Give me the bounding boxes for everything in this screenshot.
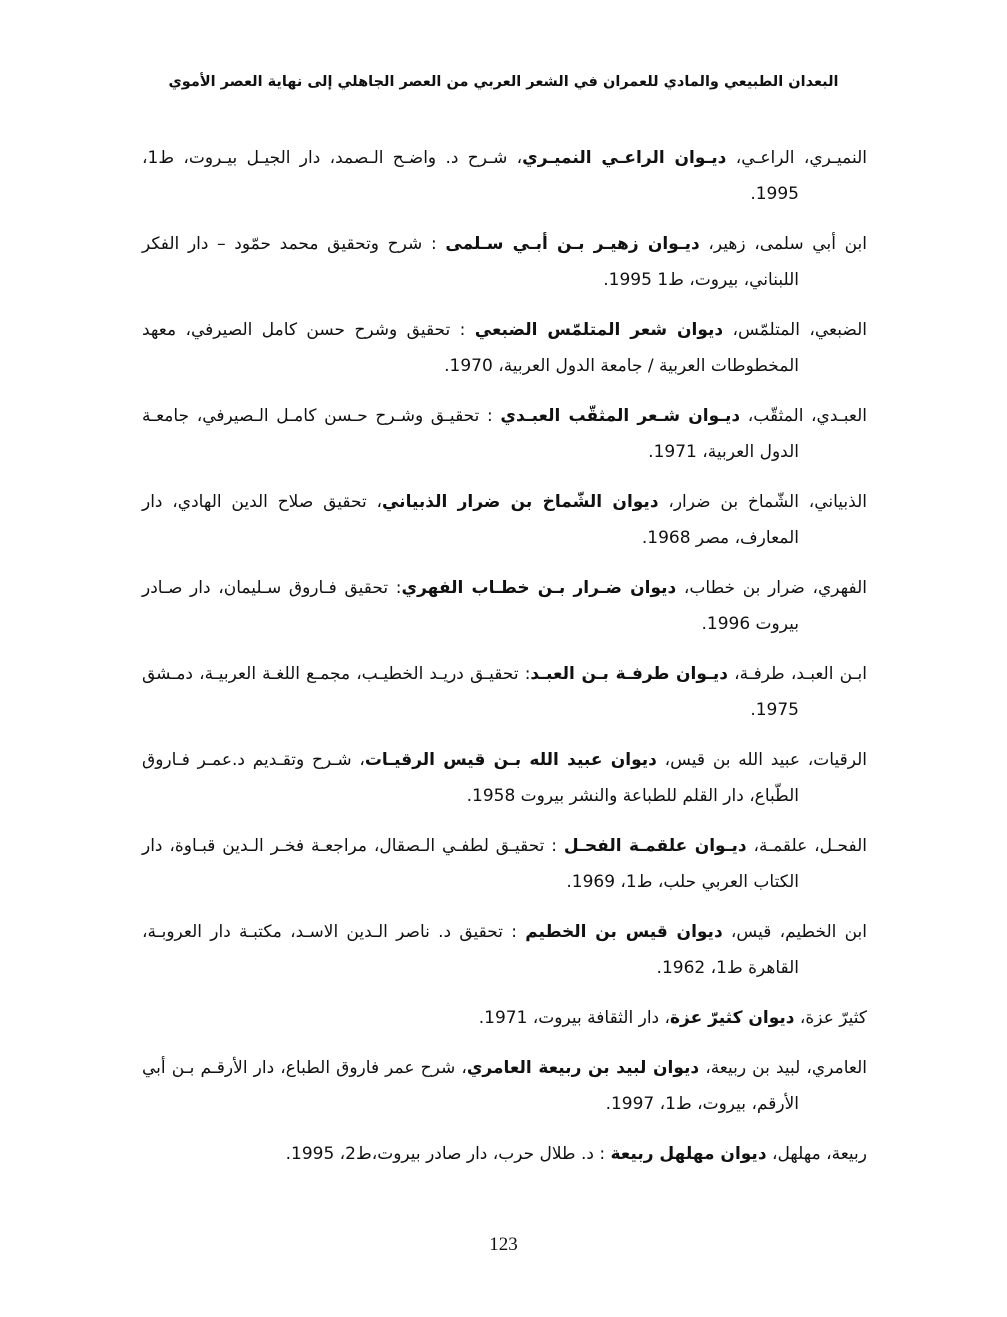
- bibliography-entry: [142, 914, 867, 986]
- entry-author: كثيرّ عزة،: [794, 1008, 867, 1028]
- entry-author: النميـري، الراعـي،: [726, 148, 867, 168]
- bibliography-entry: [142, 1136, 867, 1172]
- entry-title: ديوان شعر المتلمّس الضبعي: [474, 320, 724, 340]
- bibliography-entry: [142, 140, 867, 212]
- entry-author: ابن أبي سلمى، زهير،: [699, 234, 868, 254]
- entry-title: ديـوان شـعر المثقّب العبـدي: [500, 406, 741, 426]
- bibliography-entry: [142, 828, 867, 900]
- entry-title: ديوان مهلهل ربيعة: [610, 1144, 767, 1164]
- bibliography-list: [142, 140, 867, 1186]
- entry-details: : تحقيـق وشـرح حـسن كامـل الـصيرفي، جامعـة الدول العربية، 1971.: [142, 406, 799, 462]
- entry-title: ديوان ضـرار بـن خطـاب الفهري: [401, 578, 677, 598]
- entry-author: الذبياني، الشّماخ بن ضرار،: [658, 492, 867, 512]
- entry-details: : تحقيق وشرح حسن كامل الصيرفي، معهد المخطوطات العربية / جامعة الدول العربية، 1970.: [142, 320, 799, 376]
- entry-details: : تحقيق فـاروق سـليمان، دار صـادر بيروت 1996.: [142, 578, 799, 634]
- entry-details: ، دار الثقافة بيروت، 1971.: [478, 1008, 671, 1028]
- entry-details: ، شـرح د. واضـح الـصمد، دار الجيـل بيـروت، ط1، 1995.: [142, 148, 799, 204]
- bibliography-entry: [142, 312, 867, 384]
- entry-author: الفهري، ضرار بن خطاب،: [676, 578, 868, 598]
- entry-author: الرقيات، عبيد الله بن قيس،: [656, 750, 867, 770]
- bibliography-entry: [142, 570, 867, 642]
- entry-author: ربيعة، مهلهل،: [766, 1144, 867, 1164]
- entry-details: : شرح وتحقيق محمد حمّود – دار الفكر اللبناني، بيروت، ط1 1995.: [142, 234, 799, 290]
- entry-details: : د. طلال حرب، دار صادر بيروت،ط2، 1995.: [285, 1144, 611, 1164]
- entry-title: ديوان الشّماخ بن ضرار الذبياني: [381, 492, 659, 512]
- entry-author: الفحـل، علقمـة،: [746, 836, 867, 856]
- entry-details: : تحقيـق دريـد الخطيـب، مجمـع اللغـة العربيـة، دمـشق 1975.: [142, 664, 799, 720]
- bibliography-entry: [142, 656, 867, 728]
- entry-author: ابن الخطيم، قيس،: [722, 922, 867, 942]
- entry-author: الضبعي، المتلمّس،: [723, 320, 867, 340]
- entry-author: ابـن العبـد، طرفـة،: [727, 664, 867, 684]
- running-header: البعدان الطبيعي والمادي للعمران في الشعر العربي من العصر الجاهلي إلى نهاية العصر الأموي: [168, 74, 839, 90]
- entry-author: العامري، لبيد بن ربيعة،: [699, 1058, 867, 1078]
- entry-details: : تحقيـق لطفـي الـصقال، مراجعـة فخـر الـدين قبـاوة، دار الكتاب العربي حلب، ط1، 1969.: [142, 836, 799, 892]
- page-number: 123: [489, 1234, 518, 1255]
- entry-author: العبـدي، المثقّب،: [740, 406, 867, 426]
- entry-title: ديوان كثيرّ عزة: [670, 1008, 795, 1028]
- entry-title: ديـوان علقمـة الفحـل: [563, 836, 747, 856]
- bibliography-entry: [142, 1050, 867, 1122]
- entry-details: : تحقيق د. ناصر الـدين الاسـد، مكتبـة دار العروبـة، القاهرة ط1، 1962.: [142, 922, 799, 978]
- entry-title: ديوان قيس بن الخطيم: [525, 922, 723, 942]
- entry-title: ديـوان طرفـة بـن العبـد: [530, 664, 728, 684]
- bibliography-entry: [142, 226, 867, 298]
- entry-details: ، تحقيق صلاح الدين الهادي، دار المعارف، مصر 1968.: [142, 492, 799, 548]
- entry-details: ، شـرح وتقـديم د.عمـر فـاروق الطّباع، دار القلم للطباعة والنشر بيروت 1958.: [142, 750, 799, 806]
- bibliography-entry: [142, 1000, 867, 1036]
- bibliography-entry: [142, 398, 867, 470]
- bibliography-entry: [142, 742, 867, 814]
- bibliography-entry: [142, 484, 867, 556]
- entry-title: ديـوان الراعـي النميـري: [522, 148, 727, 168]
- entry-title: ديوان عبيد الله بـن قيس الرقيـات: [364, 750, 657, 770]
- entry-title: ديوان لبيد بن ربيعة العامري: [466, 1058, 700, 1078]
- entry-title: ديـوان زهيـر بـن أبـي سـلمى: [445, 234, 700, 254]
- entry-details: ، شرح عمر فاروق الطباع، دار الأرقـم بـن أبي الأرقم، بيروت، ط1، 1997.: [142, 1058, 799, 1114]
